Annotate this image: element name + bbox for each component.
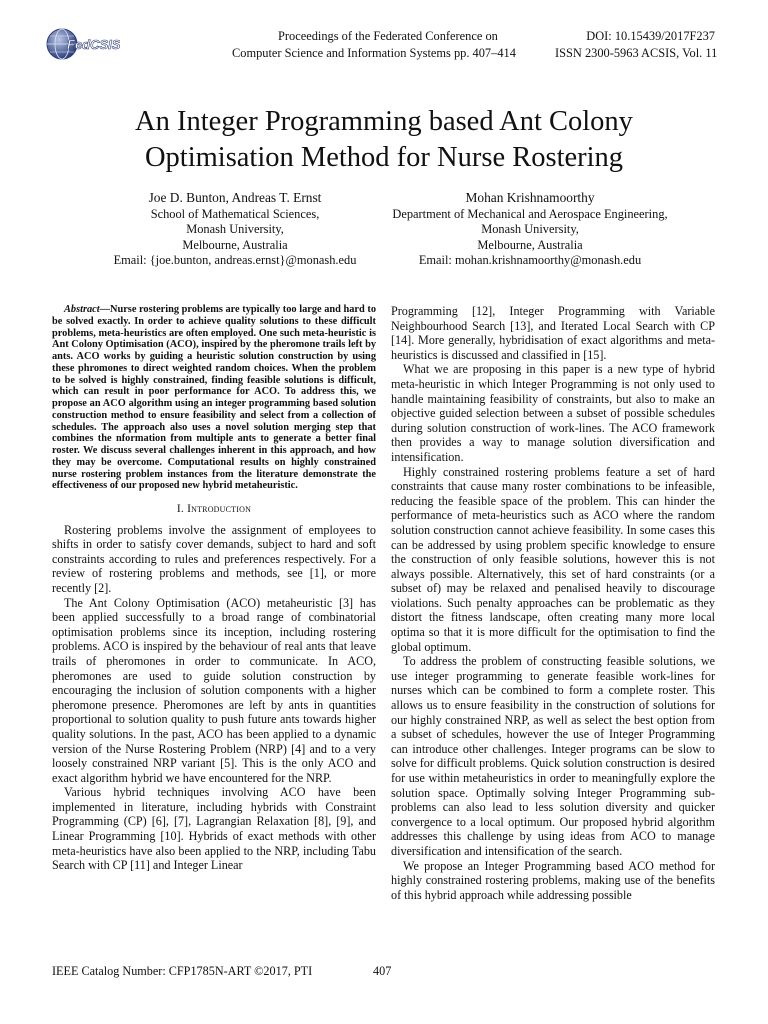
section-title: Introduction [187, 503, 252, 515]
left-column [52, 304, 376, 873]
running-header [232, 28, 516, 62]
author-email: Email: {joe.bunton, andreas.ernst}@monash.edu [113, 253, 357, 268]
author-block-2 [360, 190, 700, 269]
abstract-text: Nurse rostering problems are typically too large and hard to be solved exactly. In order to achieve quality solutions to these difficult problems, meta-heuristics are often employed. One such meta-heuristic is Ant Colony Optimisation (ACO), inspired by the pheromone trails left by ants. ACO works by guiding a heuristic solution construction by using these phromones to direct weighted random choices. When the problem to be solved is highly constrained, finding feasible solutions is difficult, which can result in poor performance for ACO. To address this, we propose an ACO algorithm using an integer programming based solution construction method to ensure feasibility and select from a collection of schedules. The approach also uses a novel solution merging step that combines the nformation from multiple ants to generate a better final roster. We discuss several challenges inherent in this approach, and how they may be overcome. Computational results on highly constrained nurse rostering problem instances from the literature demonstrate the effectiveness of our proposed new hybrid metaheuristic. [52, 304, 376, 492]
issn: ISSN 2300-5963 ACSIS, Vol. 11 [555, 46, 718, 60]
abstract-dash: — [99, 304, 110, 315]
footer-catalog: IEEE Catalog Number: CFP1785N-ART ©2017, PTI [52, 964, 313, 978]
affiliation-line: Monash University, [186, 222, 284, 237]
section-heading [52, 502, 376, 517]
paragraph: Highly constrained rostering problems feature a set of hard constraints that cause many roster combinations to be infeasible, reducing the feasible space of the problem. This can hinder the performance of meta-heuristics such as ACO where the random solution construction cannot achieve feasibility. In some cases this can be addressed by using problem specific knowledge to ensure the construction of only feasible solutions, however this is not always possible. Alternatively, this set of hard constraints (or a subset of) may be relaxed and penalised heavily to discourage violations. Such penalty approaches can be problematic as they distort the fitness landscape, often creating many more local optima so that it is more difficult for the optimisation to find the global optimum. [391, 464, 715, 654]
author-email: Email: mohan.krishnamoorthy@monash.edu [418, 253, 642, 268]
paragraph: Rostering problems involve the assignment of employees to shifts in order to satisfy cover demands, subject to hard and soft constraints according to rules and preferences respectively. For a review of rostering problems and methods, see [1], or more recently [2]. [52, 522, 376, 595]
author-names: Mohan Krishnamoorthy [465, 190, 595, 205]
title-line-1: An Integer Programming based Ant Colony [135, 106, 633, 137]
paragraph-continuation: Programming [12], Integer Programming with Variable Neighbourhood Search [13], and Iterated Local Search with CP [14]. More generally, hybridisation of exact algorithms and meta-heuristics is discussed and classified in [15]. [391, 304, 715, 362]
author-names: Joe D. Bunton, Andreas T. Ernst [148, 190, 322, 205]
title-line-2: Optimisation Method for Nurse Rostering [144, 142, 624, 173]
paragraph: To address the problem of constructing feasible solutions, we use integer programming to generate feasible work-lines for nurses which can be combined to form a complete roster. This allows us to ensure feasibility in the construction of solutions for our highly constrained NRP, as well as select the best option from a subset of schedules, however the use of Integer Programming can introduce other challenges. Integer programs can be slow to solve for difficult problems. Quick solution construction is desired for use within metaheuristics in order to meaningfully explore the solution space. Optimally solving Integer Programming sub-problems can also lead to less solution diversity and quicker convergence to a local optimum. Our proposed hybrid algorithm addresses this challenge by using ideas from ACO to manage diversification and intensification of the search. [391, 654, 715, 858]
affiliation-line: Department of Mechanical and Aerospace Engineering, [392, 206, 668, 221]
paragraph: Various hybrid techniques involving ACO have been implemented in literature, including hybrids with Constraint Programming (CP) [6], [7], Lagrangian Relaxation [8], [9], and Linear Programming [10]. Hybrids of exact methods with other meta-heuristics have also been applied to the NRP, including Tabu Search with CP [11] and Integer Linear [52, 785, 376, 873]
affiliation-line: Melbourne, Australia [182, 237, 288, 252]
doi: DOI: 10.15439/2017F237 [586, 29, 715, 43]
paragraph: The Ant Colony Optimisation (ACO) metaheuristic [3] has been applied successfully to a broad range of combinatorial optimisation problems since its inception, including rostering problems. ACO is inspired by the behaviour of real ants that leave trails of pheromones in order to communicate. In ACO, pheromones are used to guide solution construction by encouraging the inclusion of solution components with a higher pheromone presence. Pheromones are left by ants in quantities proportional to solution quality to push future ants towards higher quality solutions. In the past, ACO has been applied to a dynamic version of the Nurse Rostering Problem (NRP) [4] and to a very loosely constrained NRP variant [5]. This is the only ACO and exact algorithm hybrid we have encountered for the NRP. [52, 595, 376, 785]
section-numeral: I. [176, 503, 184, 515]
abstract [52, 304, 376, 492]
abstract-label: Abstract [64, 304, 100, 315]
fedcsis-logo [44, 26, 120, 62]
page-number: 407 [373, 964, 392, 978]
affiliation-line: Monash University, [481, 222, 579, 237]
affiliation-line: Melbourne, Australia [477, 237, 583, 252]
proceedings-line-1: Proceedings of the Federated Conference on [278, 29, 498, 43]
right-column [391, 304, 715, 902]
paragraph: We propose an Integer Programming based ACO method for highly constrained rostering problems, making use of the benefits of this hybrid approach while addressing possible [391, 858, 715, 902]
paper-title [40, 104, 728, 176]
paragraph: What we are proposing in this paper is a new type of hybrid meta-heuristic in which Integer Programming is not only used to handle maintaining feasibility of constraints, but also to make an objective guided selection between a subset of possible schedules during solution construction of work-lines. The ACO framework then provides a way to manage solution diversification and intensification. [391, 362, 715, 464]
logo-text: FedCSIS [67, 37, 120, 52]
author-block-1 [70, 190, 400, 269]
running-header-right [555, 28, 718, 62]
proceedings-line-2: Computer Science and Information Systems pp. 407–414 [232, 46, 516, 60]
affiliation-line: School of Mathematical Sciences, [150, 206, 320, 221]
